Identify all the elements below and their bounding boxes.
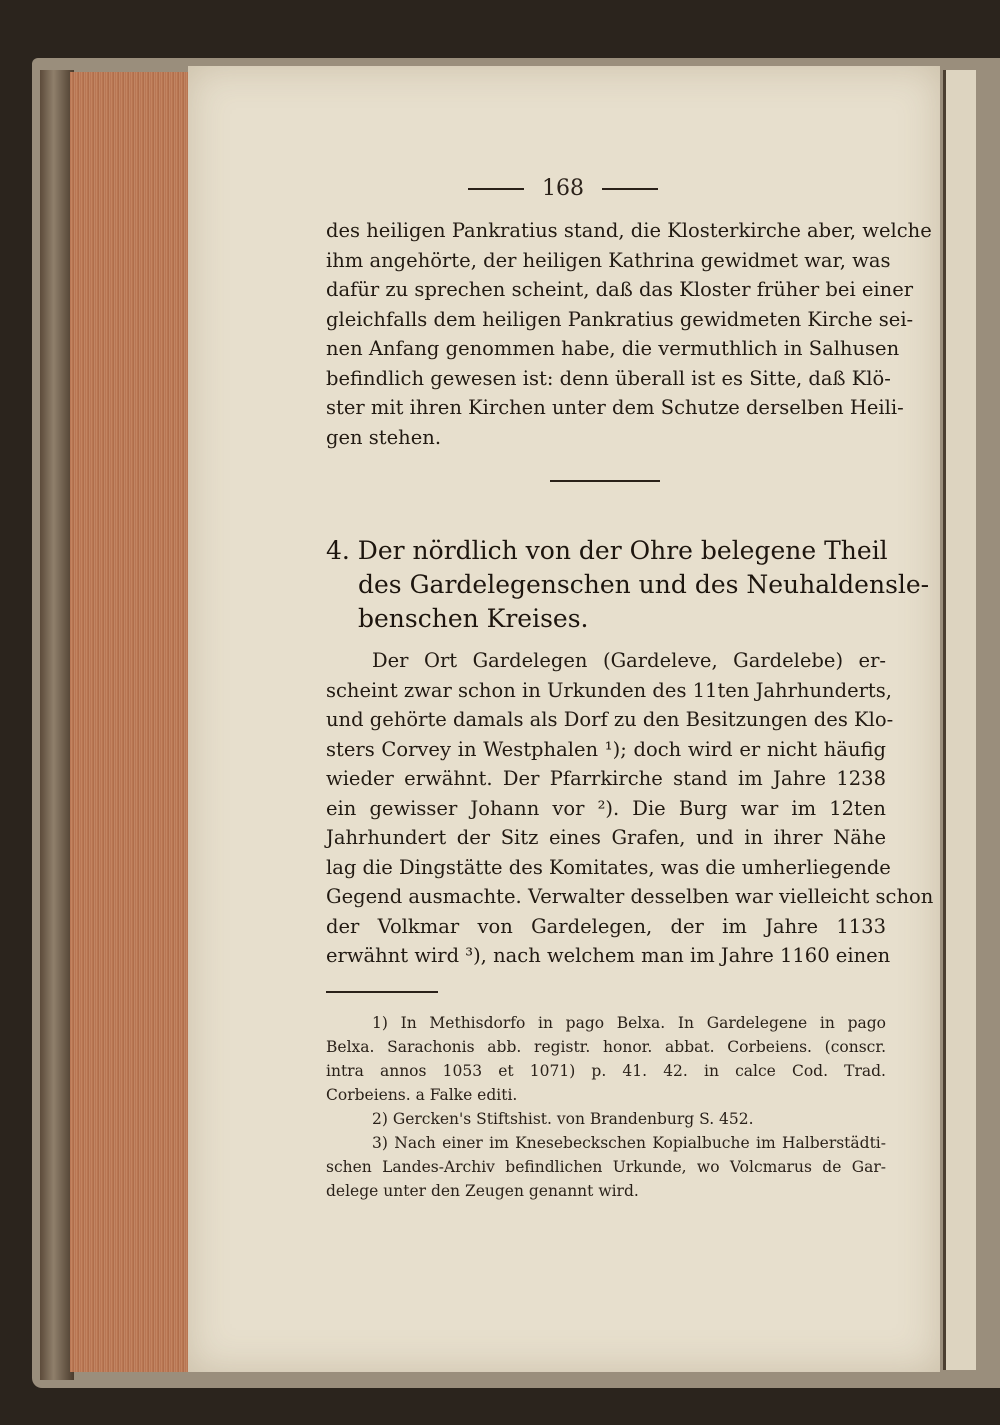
footnote-line: Belxa. Sarachonis abb. registr. honor. abbat. Corbeiens. (conscr.: [326, 1038, 886, 1056]
text-line: der Volkmar von Gardelegen, der im Jahre 1133: [326, 914, 886, 938]
text-line: wieder erwähnt. Der Pfarrkirche stand im Jahre 1238: [326, 767, 886, 790]
footnote-line: 3) Nach einer im Knesebeckschen Kopialbuche im Halberstädti-: [372, 1134, 886, 1152]
header-dash-left: [468, 188, 524, 190]
heading-line: des Gardelegenschen und des Neuhaldensle-: [358, 570, 930, 599]
page-number-header: [188, 176, 938, 201]
footnote-line: delege unter den Zeugen genannt wird.: [326, 1182, 639, 1200]
footnote-line: 2) Gercken's Stiftshist. von Brandenburg S. 452.: [372, 1110, 754, 1128]
footnote-line: Corbeiens. a Falke editi.: [326, 1086, 518, 1104]
text-line: ein gewisser Johann vor ²). Die Burg war im 12ten: [326, 796, 886, 820]
heading-line: 4. Der nördlich von der Ohre belegene Theil: [326, 536, 888, 565]
footnote-line: 1) In Methisdorfo in pago Belxa. In Gardelegene in pago: [372, 1014, 886, 1032]
text-line: lag die Dingstätte des Komitates, was die umherliegende: [326, 855, 891, 879]
text-line: nen Anfang genommen habe, die vermuthlich in Salhusen: [326, 337, 900, 360]
book-spine: [40, 70, 74, 1380]
section-heading: [326, 534, 930, 636]
text-line: und gehörte damals als Dorf zu den Besitzungen des Klo-: [326, 708, 894, 731]
header-dash-right: [602, 188, 658, 190]
footnote-line: schen Landes-Archiv befindlichen Urkunde, wo Volcmarus de Gar-: [326, 1158, 886, 1176]
text-line: sters Corvey in Westphalen ¹); doch wird er nicht häufig: [326, 737, 886, 761]
text-line: des heiligen Pankratius stand, die Klosterkirche aber, welche: [326, 219, 932, 242]
section-paragraph: [326, 646, 934, 971]
continued-paragraph: [326, 216, 932, 452]
footnotes: [326, 1011, 886, 1203]
text-line: ihm angehörte, der heiligen Kathrina gewidmet war, was: [326, 248, 891, 272]
text-line: gen stehen.: [326, 425, 442, 449]
page-number: 168: [542, 176, 584, 201]
text-line: gleichfalls dem heiligen Pankratius gewidmeten Kirche sei-: [326, 307, 914, 331]
footnote-line: intra annos 1053 et 1071) p. 41. 42. in calce Cod. Trad.: [326, 1062, 886, 1080]
section-divider: [550, 480, 660, 482]
text-line: erwähnt wird ³), nach welchem man im Jahre 1160 einen: [326, 944, 891, 967]
page-edges: [70, 72, 190, 1372]
book-page: [188, 66, 940, 1372]
text-line: dafür zu sprechen scheint, daß das Kloster früher bei einer: [326, 278, 914, 301]
text-line: ster mit ihren Kirchen unter dem Schutze derselben Heili-: [326, 396, 904, 419]
text-line: Gegend ausmachte. Verwalter desselben war vielleicht schon: [326, 885, 934, 908]
text-line: Der Ort Gardelegen (Gardeleve, Gardelebe) er-: [372, 649, 886, 672]
heading-line: benschen Kreises.: [358, 604, 589, 633]
text-line: scheint zwar schon in Urkunden des 11ten Jahrhunderts,: [326, 678, 892, 702]
footnote-divider: [326, 991, 438, 993]
text-line: Jahrhundert der Sitz eines Grafen, und in ihrer Nähe: [326, 826, 886, 849]
facing-page-edge: [943, 70, 976, 1370]
text-line: befindlich gewesen ist: denn überall ist es Sitte, daß Klö-: [326, 366, 891, 390]
